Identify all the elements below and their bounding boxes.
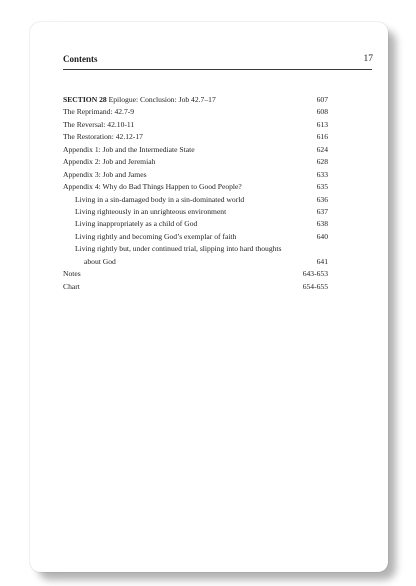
toc-subentry[interactable] bbox=[63, 243, 328, 255]
toc-subentry-continuation[interactable] bbox=[63, 256, 328, 268]
toc-entry-page: 616 bbox=[316, 132, 328, 142]
toc-entry-page: 608 bbox=[316, 107, 328, 117]
toc-entry-page: 607 bbox=[316, 95, 328, 104]
toc-entry-appendix-3[interactable] bbox=[63, 169, 328, 181]
toc-entry-appendix-4[interactable] bbox=[63, 181, 328, 193]
toc-entry-page: 636 bbox=[316, 194, 328, 204]
toc-entry-label: Appendix 3: Job and James bbox=[63, 169, 147, 179]
toc-entry-label bbox=[63, 95, 216, 104]
toc-entry-page: 628 bbox=[316, 157, 328, 167]
toc-subentry[interactable] bbox=[63, 194, 328, 206]
toc-entry-notes[interactable] bbox=[63, 268, 328, 280]
toc-subentry[interactable] bbox=[63, 206, 328, 218]
book-page bbox=[30, 22, 388, 572]
running-head bbox=[63, 53, 372, 70]
toc-entry-page: 638 bbox=[316, 219, 328, 229]
toc-entry-page: 613 bbox=[316, 119, 328, 129]
toc-entry-appendix-1[interactable] bbox=[63, 144, 328, 156]
toc-entry-label: Living inappropriately as a child of God bbox=[75, 219, 198, 229]
toc-entry-label: about God bbox=[84, 256, 116, 266]
section-title: Epilogue: Conclusion: Job 42.7–17 bbox=[106, 95, 216, 104]
toc-subentry[interactable] bbox=[63, 231, 328, 243]
toc-entry-page: 635 bbox=[316, 182, 328, 192]
toc-subentry[interactable] bbox=[63, 218, 328, 230]
table-of-contents bbox=[63, 94, 328, 293]
toc-entry-restoration[interactable] bbox=[63, 131, 328, 143]
toc-entry-label: The Reprimand: 42.7-9 bbox=[63, 107, 135, 117]
toc-entry-page: 640 bbox=[316, 231, 328, 241]
running-head-page-number: 17 bbox=[363, 54, 373, 64]
toc-entry-page: 641 bbox=[316, 256, 328, 266]
toc-entry-reprimand[interactable] bbox=[63, 106, 328, 118]
toc-entry-label: Appendix 1: Job and the Intermediate State bbox=[63, 144, 195, 154]
toc-entry-page: 624 bbox=[316, 144, 328, 154]
toc-entry-label: The Reversal: 42.10-11 bbox=[63, 119, 135, 129]
toc-entry-chart[interactable] bbox=[63, 281, 328, 293]
running-head-title: Contents bbox=[63, 54, 98, 64]
toc-entry-label: The Restoration: 42.12-17 bbox=[63, 132, 143, 142]
toc-entry-label: Chart bbox=[63, 281, 80, 291]
toc-entry-label: Living righteously in an unrighteous environment bbox=[75, 206, 227, 216]
toc-entry-label: Notes bbox=[63, 269, 81, 279]
toc-entry-label: Living rightly and becoming God’s exemplar of faith bbox=[75, 231, 237, 241]
toc-entry-page: 633 bbox=[316, 169, 328, 179]
toc-entry-section-28[interactable] bbox=[63, 94, 328, 106]
toc-entry-label: Living rightly but, under continued trial, slipping into hard thoughts bbox=[75, 244, 282, 254]
toc-entry-page: 654-655 bbox=[302, 281, 328, 291]
toc-entry-page: 643-653 bbox=[302, 269, 328, 279]
toc-entry-label: Appendix 4: Why do Bad Things Happen to Good People? bbox=[63, 182, 242, 192]
toc-entry-appendix-2[interactable] bbox=[63, 156, 328, 168]
toc-entry-label: Appendix 2: Job and Jeremiah bbox=[63, 157, 156, 167]
toc-entry-label: Living in a sin-damaged body in a sin-dominated world bbox=[75, 194, 245, 204]
toc-entry-reversal[interactable] bbox=[63, 119, 328, 131]
toc-entry-page: 637 bbox=[316, 206, 328, 216]
section-number: SECTION 28 bbox=[63, 95, 107, 104]
